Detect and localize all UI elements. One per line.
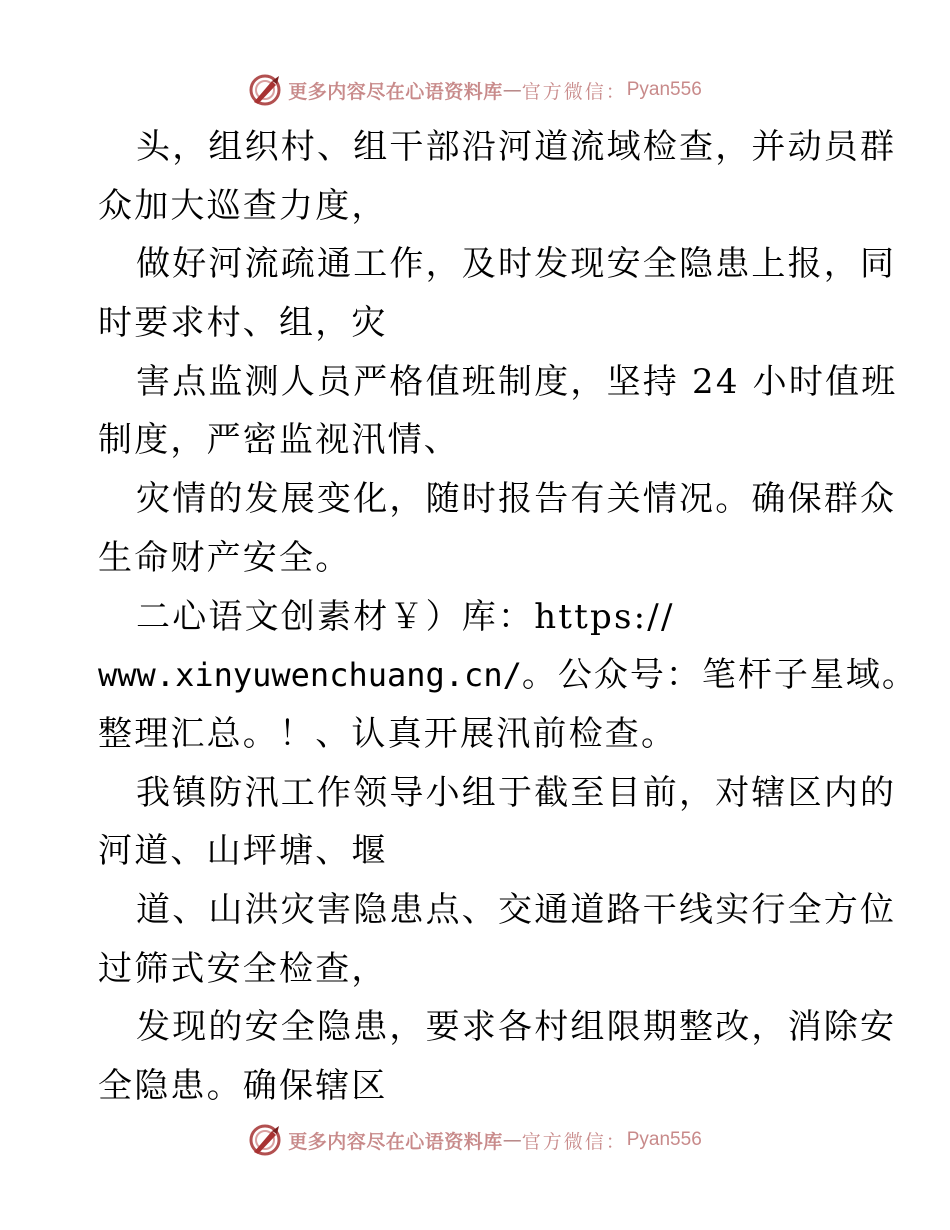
body-line: 过筛式安全检查， — [98, 948, 388, 989]
body-line: 众加大巡查力度， — [98, 185, 388, 226]
body-line: 全隐患。确保辖区 — [98, 1066, 388, 1106]
body-line: 头，组织村、组干部沿河道流域检查，并动员群 — [136, 127, 897, 167]
body-line-url — [98, 646, 918, 705]
body-line-text: 。公众号：笔杆子星域。 — [521, 655, 918, 696]
banner-wechat-id: Pyan556 — [626, 79, 702, 100]
body-line: 发现的安全隐患，要求各村组限期整改，消除安 — [136, 1007, 897, 1048]
quill-pen-icon — [248, 1123, 282, 1157]
body-line: 做好河流疏通工作，及时发现安全隐患上报，同 — [136, 244, 897, 285]
header-banner — [0, 70, 950, 110]
document-body — [98, 118, 918, 1116]
body-line: 害点监测人员严格值班制度，坚持 24 小时值班 — [136, 361, 898, 402]
banner-main-text: 更多内容尽在心语资料库 — [288, 1130, 503, 1153]
banner-separator: — — [502, 79, 522, 101]
banner-wechat-id: Pyan556 — [626, 1129, 702, 1150]
banner-main-text: 更多内容尽在心语资料库 — [288, 80, 503, 103]
body-line: 时要求村、组，灾 — [98, 303, 388, 344]
body-line: 制度，严密监视汛情、 — [98, 420, 460, 461]
body-line: 道、山洪灾害隐患点、交通道路干线实行全方位 — [136, 889, 897, 930]
footer-banner — [0, 1120, 950, 1160]
body-line: 我镇防汛工作领导小组于截至目前，对辖区内的 — [136, 772, 897, 813]
website-link[interactable]: www.xinyuwenchuang.cn/ — [98, 656, 522, 695]
body-line: 整理汇总。！、认真开展汛前检查。 — [98, 713, 678, 754]
banner-official-label: 官方微信： — [521, 80, 627, 103]
body-line: 生命财产安全。 — [98, 537, 352, 578]
body-line: 河道、山坪塘、堰 — [98, 831, 388, 872]
banner-official-label: 官方微信： — [521, 1130, 627, 1153]
quill-pen-icon — [248, 73, 282, 107]
banner-separator: — — [502, 1129, 522, 1151]
body-line: 二心语文创素材￥）库：https:// — [136, 596, 675, 637]
body-line: 灾情的发展变化，随时报告有关情况。确保群众 — [136, 479, 897, 520]
